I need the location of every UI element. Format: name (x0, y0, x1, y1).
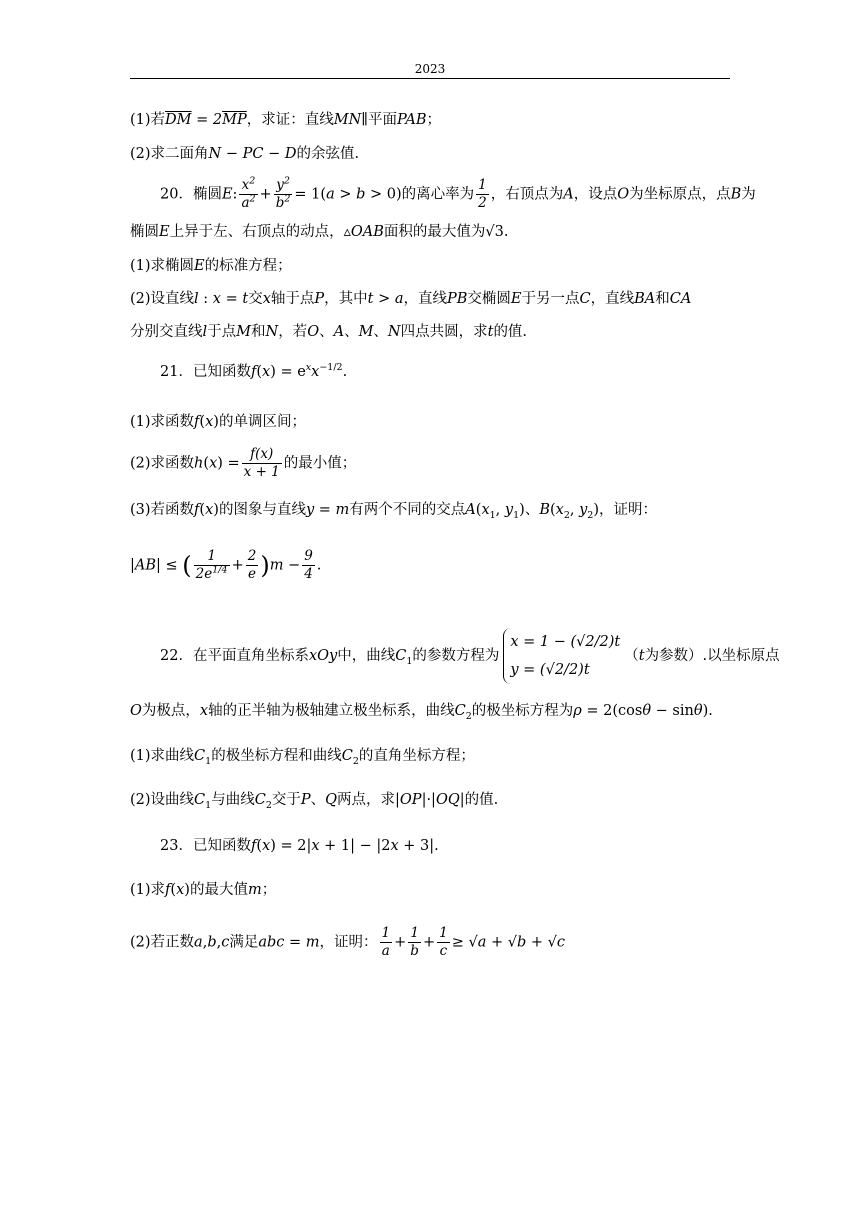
q20-stem-cont: 椭圆E上异于左、右顶点的动点，▵OAB面积的最大值为√3. (130, 224, 509, 240)
q20-part2: (2)设直线l : x = t交x轴于点P，其中t > a，直线PB交椭圆E于另一点C，直线BA和CA (130, 291, 692, 307)
q23-part1: (1)求f(x)的最大值m； (130, 882, 277, 898)
q21-stem: 21．已知函数$f(x) = e^xx^{-1/2}$. (160, 362, 348, 380)
q21-part2: (2)求函数h(x) = $\frac{f(x)}{x + 1}$ 的最小值； (130, 446, 357, 480)
q21-part1: (1)求函数f(x)的单调区间； (130, 414, 306, 430)
q23-part2: (2)若正数a,b,c满足abc = m，证明： $\frac{1}{a}$ + $\frac{1}{b}$ + $\frac{1}{c}$ ≥ √a + √b + √c (130, 925, 565, 959)
q20-part2-cont: 分别交直线l于点M和N，若O、A、M、N四点共圆，求t的值. (130, 324, 528, 340)
q23-stem: 23．已知函数f(x) = 2|x + 1| − |2x + 3|. (160, 838, 439, 854)
q19-part1: (1)若$\overline{DM} = 2\overline{MP}$，求证：直线MN∥平面PAB； (130, 112, 442, 128)
q22-stem: 22．在平面直角坐标系xOy中，曲线$C_1$的参数方程为 x = 1 − (√2/2)t y = (√2/2)t （t为参数）.以坐标原点 (160, 628, 740, 684)
q21-part3: (3)若函数f(x)的图象与直线y = m有两个不同的交点$A(x_1$, $y_1$)、$B(x_2$, $y_2$)，证明： (130, 502, 658, 521)
q19-part2: (2)求二面角N − PC − D的余弦值. (130, 146, 360, 162)
header-rule (130, 78, 730, 79)
q20-stem: 20．椭圆E: $\frac{x^2}{a^2}$ + $\frac{y^2}{b^2}$ = 1(a > b > 0)的离心率为 $\frac{1}{2}$ ，右顶点为A，设点O为坐标原点，点B为 (160, 175, 756, 211)
q20-part1: (1)求椭圆E的标准方程； (130, 258, 292, 274)
q22-stem-cont: O为极点，x轴的正半轴为极轴建立极坐标系，曲线$C_2$的极坐标方程为ρ = 2(cosθ − sinθ). (130, 703, 713, 722)
q21-inequality: |AB| ≤ ( $\frac{1}{2e^{1/4}}$ + $\frac{2}{e}$ )m − $\frac{9}{4}$ . (130, 548, 322, 582)
page-header-year: 2023 (414, 62, 446, 76)
q22-part1: (1)求曲线$C_1$的极坐标方程和曲线$C_2$的直角坐标方程； (130, 748, 475, 767)
q22-part2: (2)设曲线$C_1$与曲线$C_2$交于P、Q两点，求|OP|·|OQ|的值. (130, 792, 499, 811)
